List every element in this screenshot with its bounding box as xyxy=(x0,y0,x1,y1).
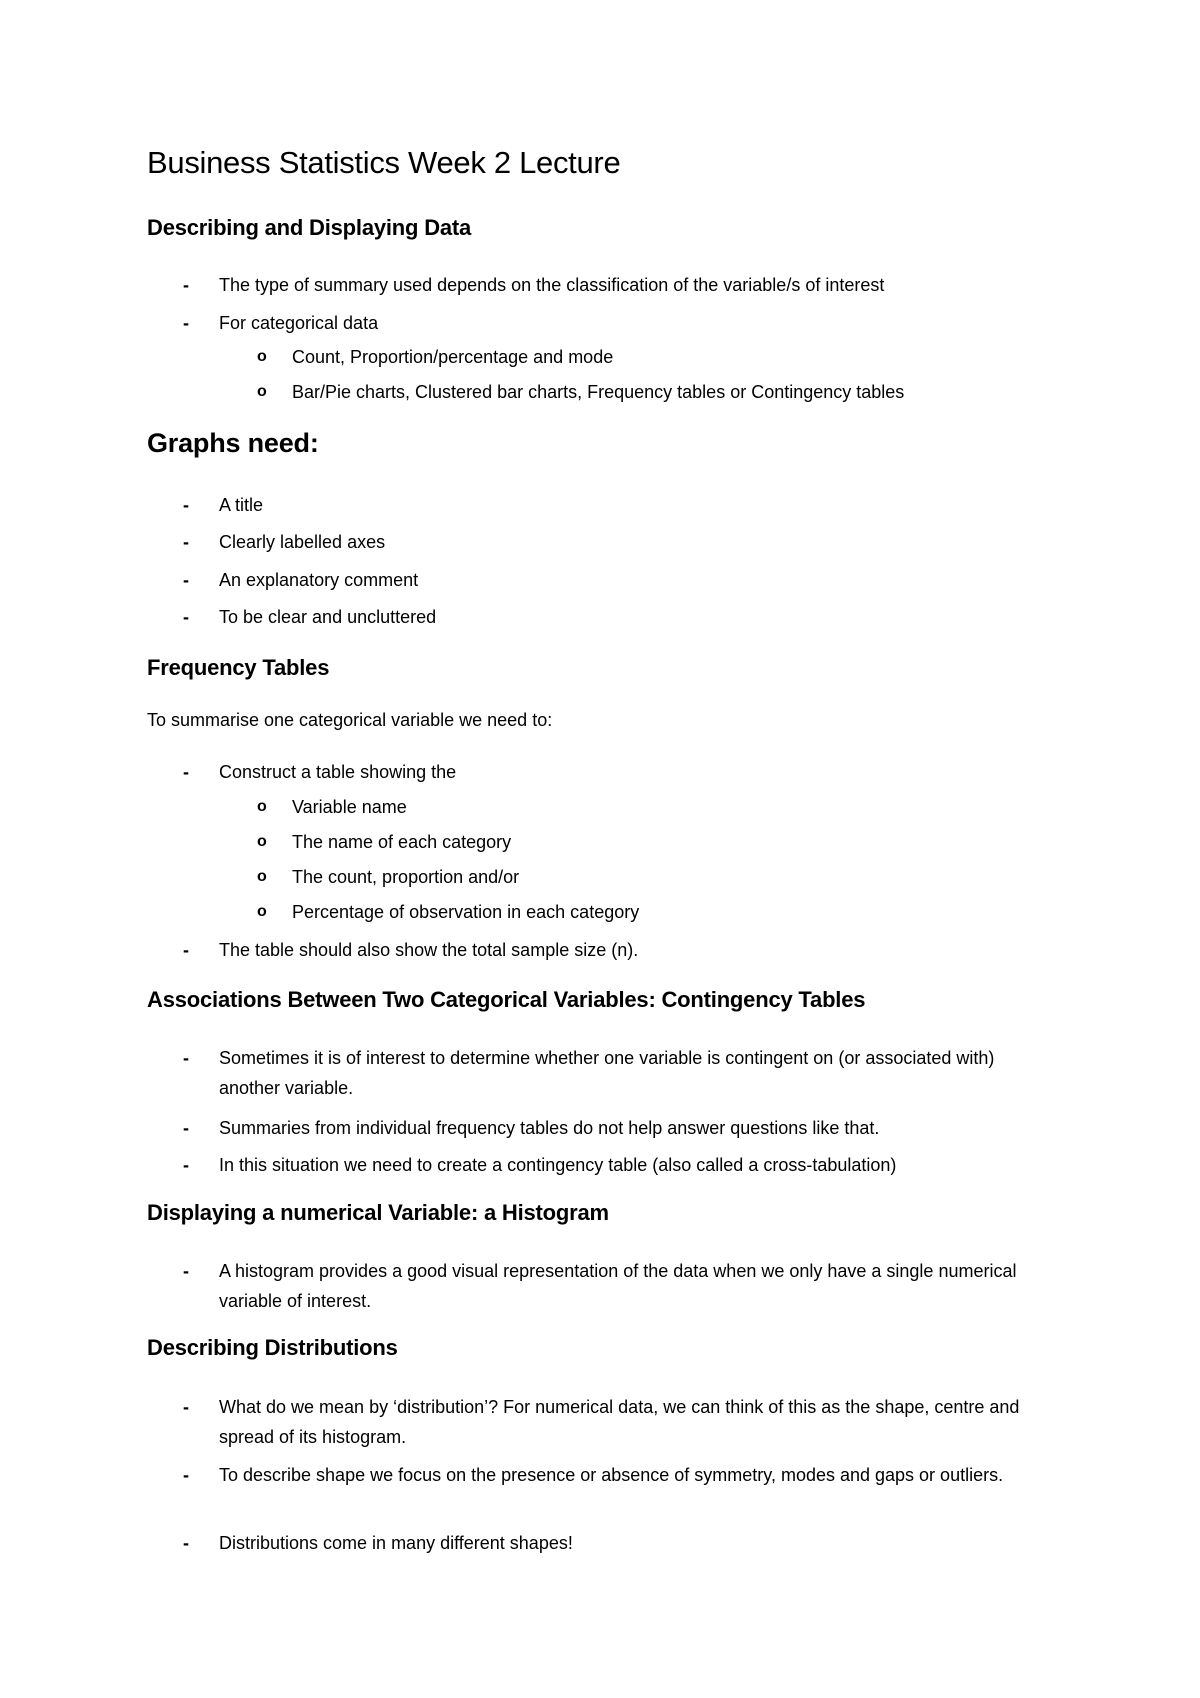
list-item-text: An explanatory comment xyxy=(219,570,419,590)
list-item-text: The table should also show the total sample size (n). xyxy=(219,940,639,960)
section-heading-distributions: Describing Distributions xyxy=(147,1335,398,1360)
dash-bullet-icon: - xyxy=(183,762,189,782)
circle-bullet-icon: o xyxy=(257,798,267,815)
list-item-text: What do we mean by ‘distribution’? For numerical data, we can think of this as the shape, centre and spread of its histogram. xyxy=(219,1397,1020,1447)
dash-bullet-icon: - xyxy=(183,532,189,552)
list-item-text: For categorical data xyxy=(219,313,379,333)
section-heading-associations: Associations Between Two Categorical Variables: Contingency Tables xyxy=(147,987,866,1012)
dash-bullet-icon: - xyxy=(183,313,189,333)
dash-bullet-icon: - xyxy=(183,1397,189,1417)
dash-bullet-icon: - xyxy=(183,1118,189,1138)
dash-bullet-icon: - xyxy=(183,607,189,627)
circle-bullet-icon: o xyxy=(257,383,267,400)
list-item-text: To be clear and uncluttered xyxy=(219,607,437,627)
list-item-text: Sometimes it is of interest to determine whether one variable is contingent on (or associated with) another variable. xyxy=(219,1048,995,1098)
section-heading-frequency: Frequency Tables xyxy=(147,655,330,680)
list-item-text: A title xyxy=(219,495,264,515)
list-item-text: The type of summary used depends on the classification of the variable/s of interest xyxy=(219,275,885,295)
dash-bullet-icon: - xyxy=(183,1261,189,1281)
list-item-text: To describe shape we focus on the presence or absence of symmetry, modes and gaps or outliers. xyxy=(219,1465,1004,1485)
circle-bullet-icon: o xyxy=(257,833,267,850)
section-heading-histogram: Displaying a numerical Variable: a Histogram xyxy=(147,1200,609,1225)
sub-list-item-text: The count, proportion and/or xyxy=(292,867,520,887)
sub-list-item-text: The name of each category xyxy=(292,832,512,852)
section-intro: To summarise one categorical variable we need to: xyxy=(147,710,553,730)
dash-bullet-icon: - xyxy=(183,1048,189,1068)
list-item-text: Distributions come in many different shapes! xyxy=(219,1533,573,1553)
circle-bullet-icon: o xyxy=(257,903,267,920)
list-item-text: Construct a table showing the xyxy=(219,762,457,782)
dash-bullet-icon: - xyxy=(183,1533,189,1553)
dash-bullet-icon: - xyxy=(183,1465,189,1485)
circle-bullet-icon: o xyxy=(257,348,267,365)
sub-list-item-text: Bar/Pie charts, Clustered bar charts, Frequency tables or Contingency tables xyxy=(292,382,905,402)
list-item-text: In this situation we need to create a contingency table (also called a cross-tabulation) xyxy=(219,1155,897,1175)
circle-bullet-icon: o xyxy=(257,868,267,885)
sub-list-item-text: Percentage of observation in each category xyxy=(292,902,640,922)
dash-bullet-icon: - xyxy=(183,1155,189,1175)
list-item-text: Summaries from individual frequency tables do not help answer questions like that. xyxy=(219,1118,880,1138)
page-title: Business Statistics Week 2 Lecture xyxy=(147,145,621,180)
dash-bullet-icon: - xyxy=(183,570,189,590)
sub-list-item-text: Count, Proportion/percentage and mode xyxy=(292,347,614,367)
dash-bullet-icon: - xyxy=(183,275,189,295)
section-heading-graphs: Graphs need: xyxy=(147,428,319,458)
section-heading-describing: Describing and Displaying Data xyxy=(147,215,472,240)
sub-list-item-text: Variable name xyxy=(292,797,407,817)
dash-bullet-icon: - xyxy=(183,940,189,960)
dash-bullet-icon: - xyxy=(183,495,189,515)
list-item-text: A histogram provides a good visual representation of the data when we only have a single numerical variable of interest. xyxy=(219,1261,1017,1311)
list-item-text: Clearly labelled axes xyxy=(219,532,386,552)
